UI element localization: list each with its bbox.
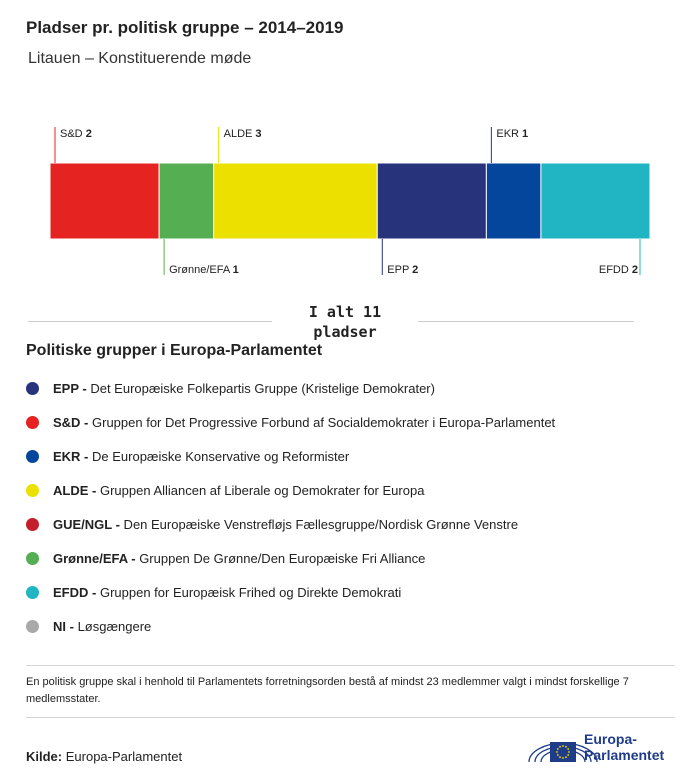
bar-label: EFDD 2 [598,264,638,276]
divider [26,665,675,666]
source-value: Europa-Parlamentet [62,749,183,764]
bar-segment [214,163,378,239]
total-divider-right [418,321,634,322]
legend-color-dot-icon [26,620,39,633]
legend-color-dot-icon [26,586,39,599]
bar-segment [50,163,159,239]
total-seats-label [272,302,418,342]
bar-segment [377,163,486,239]
legend-abbr: NI - [53,618,74,634]
legend-item [26,541,555,575]
legend-description: Gruppen Alliancen af Liberale og Demokrater for Europa [96,482,425,498]
legend-item [26,609,555,643]
seat-bar-chart [0,115,700,285]
source [26,749,182,764]
total-divider-left [28,321,272,322]
bar-label: EPP 2 [387,264,419,276]
legend-description: Gruppen for Europæisk Frihed og Direkte Demokrati [96,584,402,600]
chart-subtitle: Litauen – Konstituerende møde [28,50,252,67]
legend-abbr: EKR - [53,448,89,464]
bar-label: ALDE 3 [223,128,262,140]
legend-item [26,507,555,541]
bar-label: EKR 1 [496,128,529,140]
legend-abbr: EPP - [53,380,87,396]
total-seats-line: pladser [313,323,377,341]
bar-segment [541,163,650,239]
bar-segment [159,163,214,239]
bar-label: S&D 2 [60,128,92,140]
legend-abbr: ALDE - [53,482,97,498]
legend-color-dot-icon [26,382,39,395]
legend-color-dot-icon [26,518,39,531]
divider [26,717,675,718]
legend-abbr: S&D - [53,414,89,430]
legend-description: Gruppen for Det Progressive Forbund af Socialdemokrater i Europa-Parlamentet [88,414,556,430]
total-seats-line: I alt 11 [308,303,382,321]
legend [26,371,555,643]
legend-color-dot-icon [26,416,39,429]
legend-item [26,473,555,507]
legend-item [26,371,555,405]
logo-text [584,731,664,763]
bar-segment [486,163,541,239]
legend-abbr: Grønne/EFA - [53,550,136,566]
legend-abbr: GUE/NGL - [53,516,120,532]
legend-item [26,575,555,609]
legend-title: Politiske grupper i Europa-Parlamentet [26,342,323,359]
legend-description: Gruppen De Grønne/Den Europæiske Fri Alliance [135,550,426,566]
legend-item [26,439,555,473]
bar-label: Grønne/EFA 1 [169,264,239,276]
total-seats [28,300,634,344]
legend-description: Det Europæiske Folkepartis Gruppe (Kristelige Demokrater) [86,380,435,396]
legend-item [26,405,555,439]
eu-flag-icon [550,742,576,762]
source-label: Kilde: [26,749,63,764]
legend-description: Den Europæiske Venstrefløjs Fællesgruppe/Nordisk Grønne Venstre [119,516,519,532]
legend-color-dot-icon [26,450,39,463]
footnote: En politisk gruppe skal i henhold til Parlamentets forretningsorden bestå af mindst 23 medlemmer valgt i mindst forskellige 7 medlemsstater. [26,676,629,705]
legend-color-dot-icon [26,484,39,497]
legend-description: Løsgængere [73,618,152,634]
chart-title: Pladser pr. politisk gruppe – 2014–2019 [26,18,344,37]
legend-abbr: EFDD - [53,584,97,600]
legend-color-dot-icon [26,552,39,565]
legend-description: De Europæiske Konservative og Reformister [88,448,350,464]
logo-line-2: Parlamentet [584,747,665,763]
logo-line-1: Europa- [584,731,637,747]
